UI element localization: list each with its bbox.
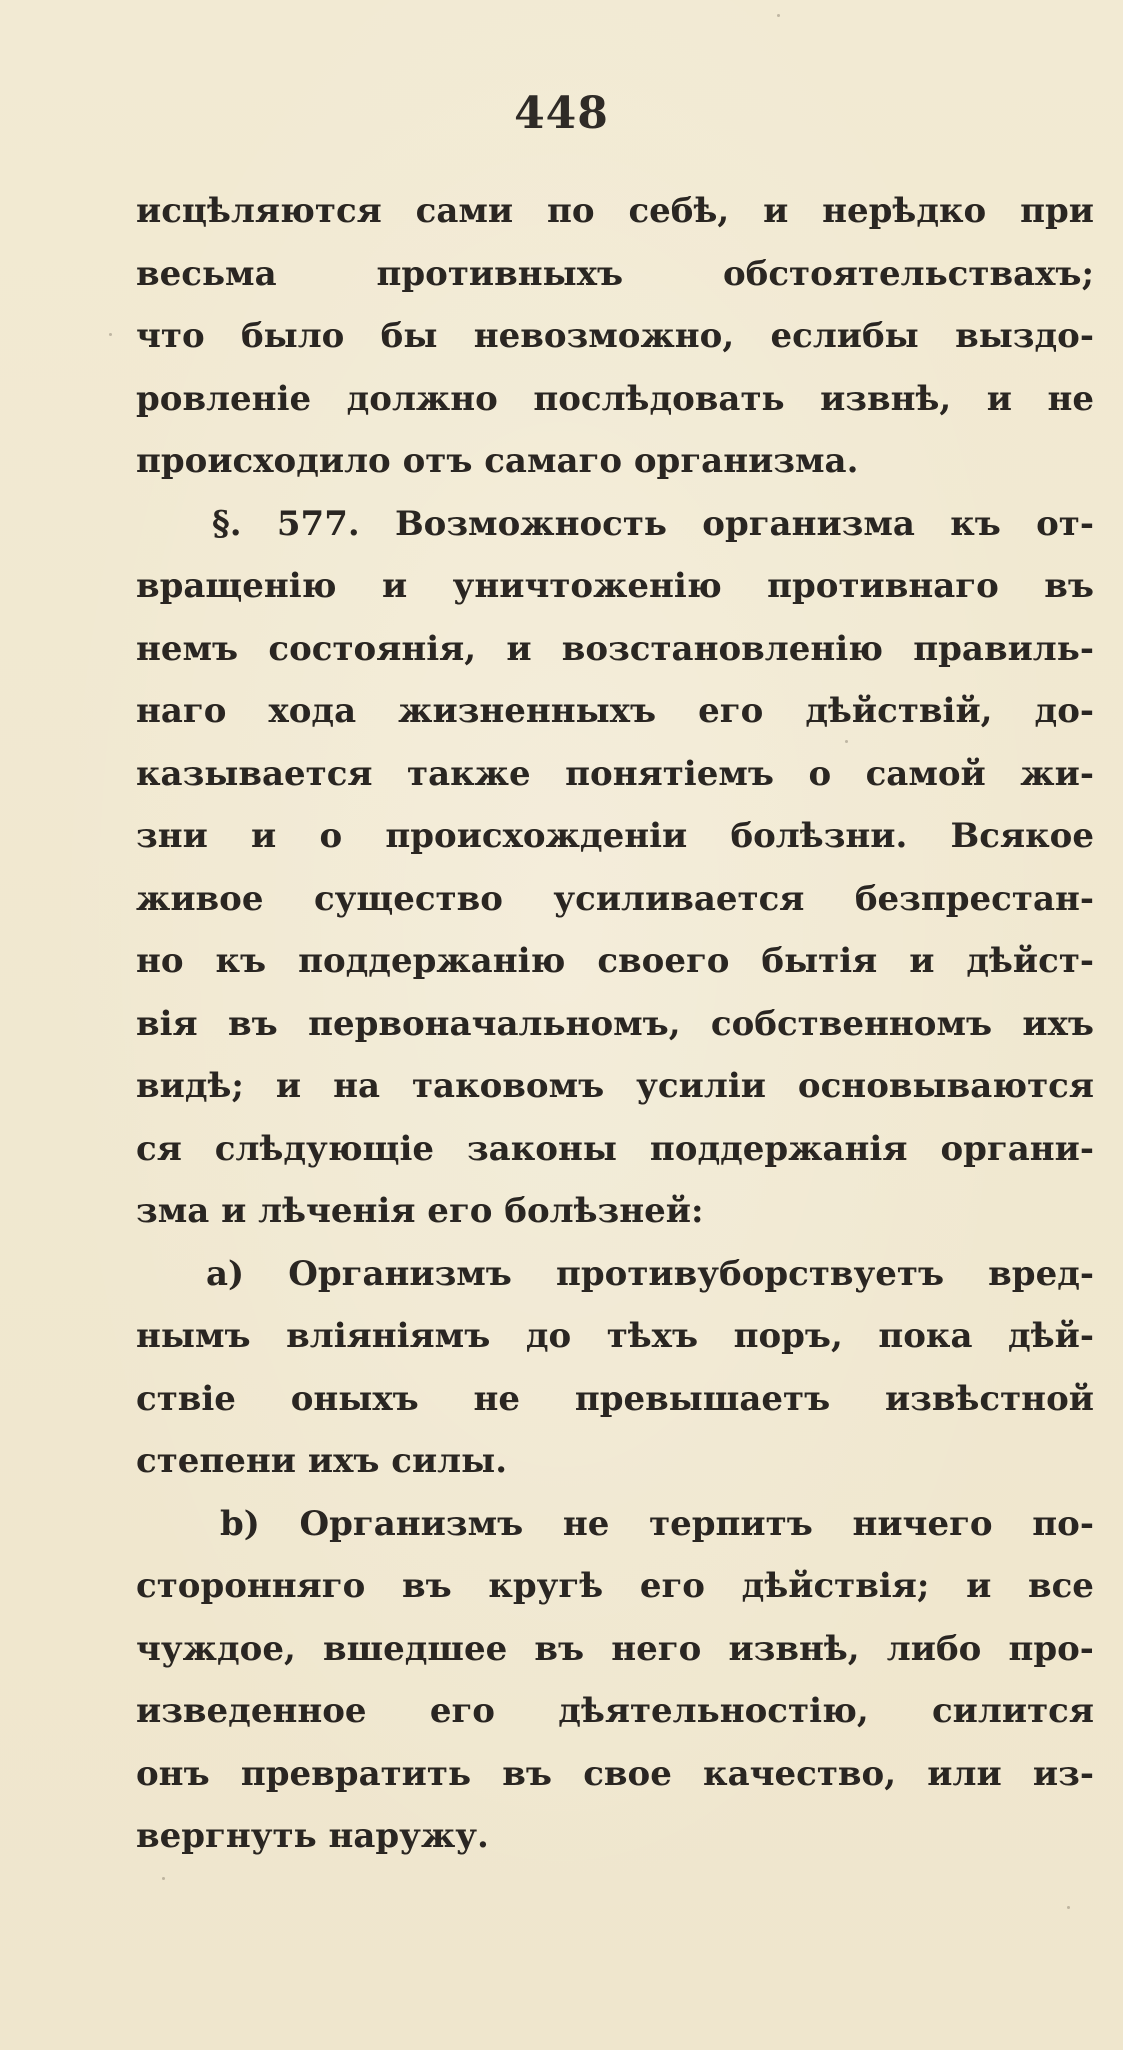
- word: дѣйст-: [966, 941, 1094, 981]
- word: въ: [401, 1566, 452, 1606]
- word: по-: [1032, 1503, 1094, 1544]
- word: своего: [597, 941, 730, 981]
- text-line: [136, 1368, 1094, 1431]
- word: зни: [136, 816, 208, 856]
- word: Всякое: [950, 816, 1094, 856]
- paper-speck: [777, 14, 780, 17]
- word: о: [808, 753, 832, 794]
- word: видѣ;: [136, 1066, 244, 1106]
- word: еслибы: [770, 316, 919, 356]
- word: слѣдующіе: [214, 1128, 435, 1169]
- word: и: [763, 191, 789, 231]
- word: къ: [950, 503, 1001, 544]
- word: или: [927, 1753, 1002, 1794]
- paper-speck: [1067, 1906, 1070, 1909]
- text-line: [136, 618, 1094, 681]
- word: и: [381, 566, 408, 606]
- word: не: [473, 1378, 521, 1419]
- word: было: [240, 316, 345, 356]
- word: онъ: [136, 1753, 210, 1794]
- word: про-: [1008, 1628, 1094, 1669]
- text-line: [136, 930, 1094, 993]
- word: извѣстной: [884, 1378, 1094, 1419]
- paper-speck: [109, 333, 112, 336]
- word: усиліи: [636, 1066, 766, 1106]
- body-text: [136, 180, 1094, 1868]
- word: не: [1047, 378, 1094, 419]
- word: противныхъ: [376, 253, 624, 294]
- word: бы: [380, 316, 438, 356]
- word: и: [506, 628, 532, 669]
- word: §.: [212, 503, 242, 544]
- text-line: [136, 305, 1094, 368]
- word: исцѣляются: [136, 191, 382, 231]
- text-line: [136, 368, 1094, 431]
- text-line: [136, 1118, 1094, 1181]
- word: жизненныхъ: [398, 691, 657, 731]
- word: его: [429, 1691, 495, 1731]
- word: b): [220, 1503, 260, 1544]
- word: из-: [1032, 1753, 1094, 1794]
- text-line: [136, 1305, 1094, 1368]
- word: основываются: [797, 1066, 1094, 1106]
- word: вращенію: [136, 566, 337, 606]
- text-line: вергнуть наружу.: [136, 1816, 489, 1856]
- word: послѣдовать: [533, 378, 785, 419]
- word: ихъ: [1022, 1003, 1094, 1044]
- text-line: [136, 1743, 1094, 1806]
- paper-speck: [845, 740, 848, 743]
- word: сами: [415, 191, 514, 231]
- word: живое: [136, 878, 264, 919]
- word: и: [986, 378, 1012, 419]
- word: сторонняго: [136, 1566, 366, 1606]
- word: возстановленію: [561, 628, 884, 669]
- word: силится: [931, 1691, 1094, 1731]
- word: все: [1027, 1566, 1094, 1606]
- word: весьма: [136, 253, 277, 294]
- word: жи-: [1020, 753, 1094, 794]
- text-line: [136, 555, 1094, 618]
- word: болѣзни.: [730, 816, 908, 856]
- word: ровленіе: [136, 378, 312, 419]
- word: нерѣдко: [822, 191, 987, 231]
- text-line: [136, 1555, 1094, 1618]
- word: от-: [1036, 503, 1094, 544]
- word: a): [206, 1253, 245, 1294]
- text-line: [136, 993, 1094, 1056]
- word: свое: [583, 1753, 672, 1794]
- word: должно: [346, 378, 498, 419]
- word: изведенное: [136, 1691, 367, 1731]
- text-line: [136, 868, 1094, 931]
- word: при: [1020, 191, 1094, 231]
- word: немъ: [136, 628, 239, 669]
- word: дѣйствія;: [741, 1566, 930, 1606]
- word: его: [639, 1566, 705, 1606]
- word: усиливается: [553, 878, 805, 919]
- word: происхожденіи: [385, 816, 688, 856]
- word: поддержанія: [649, 1128, 908, 1169]
- word: невозможно,: [473, 316, 735, 356]
- word: ствіе: [136, 1378, 236, 1419]
- word: по: [547, 191, 595, 231]
- word: собственномъ: [710, 1003, 993, 1044]
- word: безпрестан-: [854, 878, 1094, 919]
- word: самой: [865, 753, 986, 794]
- paper-speck: [162, 1877, 165, 1880]
- word: до: [525, 1316, 572, 1356]
- word: выздо-: [955, 316, 1094, 356]
- word: и: [275, 1066, 302, 1106]
- word: превышаетъ: [574, 1378, 831, 1419]
- word: не: [562, 1503, 610, 1544]
- word: и: [909, 941, 935, 981]
- word: обстоятельствахъ;: [723, 253, 1094, 294]
- word: но: [136, 941, 184, 981]
- word: дѣятельностію,: [558, 1691, 869, 1731]
- law-b-first-line: [136, 1493, 1094, 1556]
- word: казывается: [136, 753, 373, 794]
- word: оныхъ: [290, 1378, 419, 1419]
- word: понятіемъ: [565, 753, 774, 794]
- word: превратить: [240, 1753, 472, 1794]
- word: дѣй-: [1008, 1316, 1094, 1356]
- word: него: [611, 1628, 702, 1669]
- word: нымъ: [136, 1316, 251, 1356]
- law-a-first-line: [136, 1243, 1094, 1306]
- word: существо: [313, 878, 503, 919]
- section-577-first-line: [136, 493, 1094, 556]
- word: вред-: [988, 1253, 1094, 1294]
- word: также: [407, 753, 531, 794]
- word: и: [966, 1566, 992, 1606]
- text-line: происходило отъ самаго организма.: [136, 441, 859, 481]
- word: къ: [215, 941, 267, 981]
- word: тѣхъ: [606, 1316, 699, 1356]
- word: Организмъ: [299, 1503, 524, 1544]
- word: качество,: [703, 1753, 897, 1794]
- word: противнаго: [767, 566, 999, 606]
- word: законы: [466, 1128, 617, 1169]
- word: бытія: [761, 941, 878, 981]
- word: о: [319, 816, 343, 856]
- word: вія: [136, 1003, 198, 1044]
- text-line: [136, 243, 1094, 306]
- word: правиль-: [913, 628, 1094, 669]
- word: состоянія,: [268, 628, 477, 669]
- word: ничего: [852, 1503, 993, 1544]
- page-number: 448: [514, 88, 609, 139]
- word: до-: [1034, 691, 1094, 731]
- word: ся: [136, 1128, 182, 1169]
- word: Организмъ: [288, 1253, 512, 1294]
- word: и: [251, 816, 277, 856]
- word: что: [136, 316, 205, 356]
- word: поръ,: [733, 1316, 843, 1356]
- word: поддержанію: [298, 941, 566, 981]
- word: чуждое,: [136, 1628, 296, 1669]
- word: органи-: [940, 1128, 1094, 1169]
- word: хода: [268, 691, 357, 731]
- word: противуборствуетъ: [556, 1253, 945, 1294]
- word: вшедшее: [322, 1628, 508, 1669]
- word: въ: [534, 1628, 585, 1669]
- word: организма: [702, 503, 915, 544]
- word: пока: [878, 1316, 973, 1356]
- text-line: [136, 180, 1094, 243]
- word: терпитъ: [649, 1503, 813, 1544]
- word: его: [698, 691, 764, 731]
- text-line: зма и лѣченія его болѣзней:: [136, 1191, 704, 1231]
- word: дѣйствій,: [805, 691, 993, 731]
- text-line: [136, 805, 1094, 868]
- word: таковомъ: [411, 1066, 605, 1106]
- word: уничтоженію: [452, 566, 722, 606]
- word: на: [333, 1066, 381, 1106]
- word: въ: [502, 1753, 552, 1794]
- word: вліяніямъ: [286, 1316, 491, 1356]
- word: извнѣ,: [728, 1628, 860, 1669]
- text-line: степени ихъ силы.: [136, 1441, 508, 1481]
- word: наго: [136, 691, 227, 731]
- word: извнѣ,: [820, 378, 952, 419]
- text-line: [136, 680, 1094, 743]
- word: первоначальномъ,: [308, 1003, 681, 1044]
- text-line: [136, 1618, 1094, 1681]
- word: 577.: [276, 503, 360, 544]
- word: Возможность: [394, 503, 668, 544]
- word: либо: [886, 1628, 982, 1669]
- word: кругѣ: [488, 1566, 604, 1606]
- word: себѣ,: [628, 191, 730, 231]
- text-line: [136, 1055, 1094, 1118]
- text-line: [136, 743, 1094, 806]
- word: въ: [1044, 566, 1094, 606]
- text-line: [136, 1680, 1094, 1743]
- word: въ: [228, 1003, 278, 1044]
